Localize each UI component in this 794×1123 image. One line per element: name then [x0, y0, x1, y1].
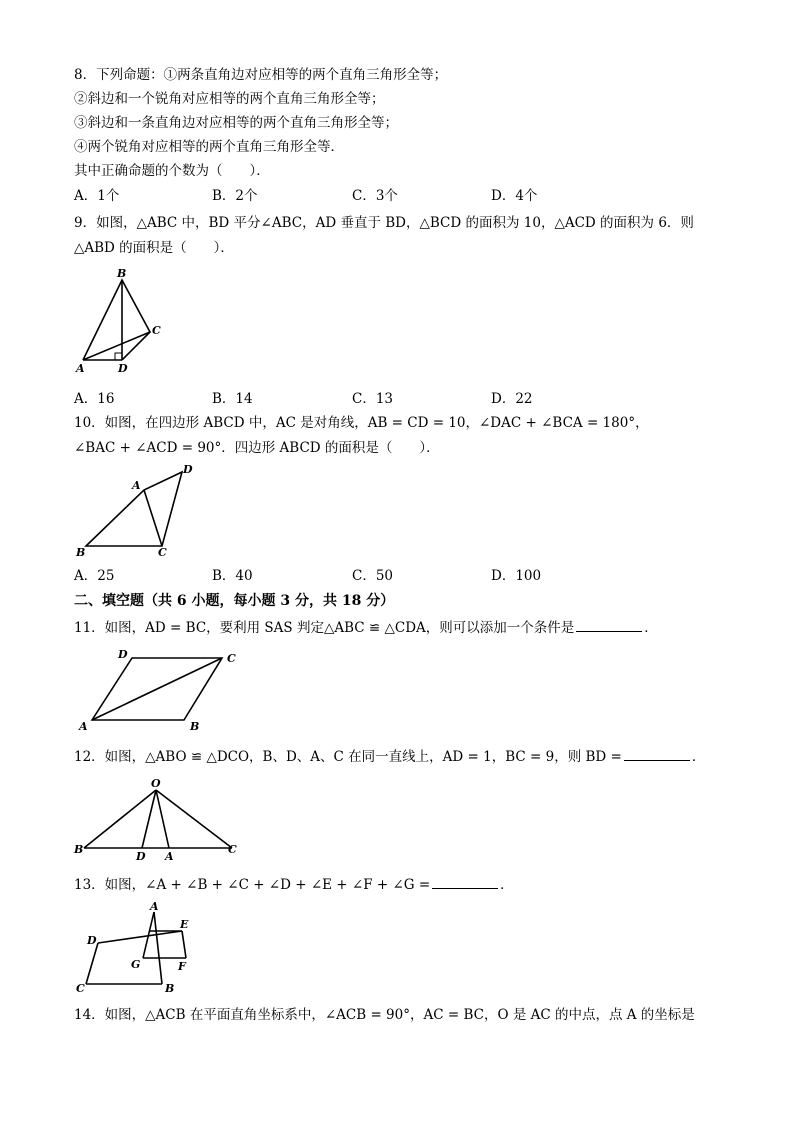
- section-fill-blank-heading: 二、填空题（共 6 小题，每小题 3 分，共 18 分）: [74, 593, 395, 609]
- q9-label-d: D: [118, 362, 128, 375]
- q11-label-b: B: [190, 720, 200, 733]
- q13-segment-ab: [154, 912, 162, 984]
- q11-text: 11．如图，AD = BC，要利用 SAS 判定△ABC ≌ △CDA，则可以添加一个条件是: [74, 620, 575, 636]
- q8-stem-line4: ④两个锐角对应相等的两个直角三角形全等．: [74, 139, 344, 155]
- q9-right-angle-mark: [115, 353, 122, 360]
- q10-option-c: C．50: [352, 568, 394, 584]
- q12-label-b: B: [74, 843, 84, 856]
- q13-label-d: D: [87, 934, 97, 947]
- q9-figure: [74, 264, 174, 376]
- q12-segment-ob: [84, 790, 156, 848]
- q11-end: ．: [644, 620, 658, 636]
- q8-stem-line3: ③斜边和一条直角边对应相等的两个直角三角形全等；: [74, 115, 398, 131]
- q10-label-a: A: [132, 479, 141, 492]
- q13-segment-cd: [86, 943, 98, 984]
- q13-label-g: G: [131, 958, 141, 971]
- q8-option-c: C．3个: [352, 188, 398, 204]
- q12-answer-blank[interactable]: [624, 748, 690, 761]
- q10-stem-line1: 10．如图，在四边形 ABCD 中，AC 是对角线，AB = CD = 10，∠DAC + ∠BCA = 180°，: [74, 415, 649, 431]
- q10-diagonal-ac: [144, 490, 162, 546]
- q9-option-b: B．14: [212, 391, 253, 407]
- q13-figure: [74, 900, 204, 996]
- q13-segment-de: [98, 931, 182, 943]
- q13-label-b: B: [165, 982, 175, 995]
- q13-text: 13．如图，∠A + ∠B + ∠C + ∠D + ∠E + ∠F + ∠G =: [74, 877, 431, 893]
- q12-label-o: O: [151, 777, 161, 790]
- q12-end: ．: [691, 749, 706, 765]
- q9-label-c: C: [152, 324, 161, 337]
- q10-label-b: B: [76, 546, 86, 559]
- q10-label-d: D: [183, 463, 193, 476]
- q12-text: 12．如图，△ABO ≌ △DCO，B、D、A、C 在同一直线上，AD = 1，BC = 9，则 BD =: [74, 749, 622, 765]
- q8-stem-line1: 8．下列命题：①两条直角边对应相等的两个直角三角形全等；: [74, 67, 448, 83]
- q9-outer-triangle: [83, 280, 150, 360]
- q9-stem-line1: 9．如图，△ABC 中，BD 平分∠ABC，AD 垂直于 BD，△BCD 的面积为 10，△ACD 的面积为 6．则: [74, 215, 694, 231]
- q12-stem: [74, 748, 705, 766]
- q8-stem-line2: ②斜边和一个锐角对应相等的两个直角三角形全等；: [74, 91, 385, 107]
- q9-label-b: B: [117, 267, 127, 280]
- q11-stem: [74, 619, 658, 637]
- q11-label-d: D: [118, 648, 128, 661]
- q10-option-d: D．100: [491, 568, 542, 584]
- q11-answer-blank[interactable]: [576, 619, 642, 632]
- q13-answer-blank[interactable]: [432, 876, 498, 889]
- q10-stem-line2: ∠BAC + ∠ACD = 90°．四边形 ABCD 的面积是（ ）．: [74, 440, 440, 456]
- q11-figure: [74, 644, 234, 736]
- q10-figure: [74, 462, 204, 558]
- q13-label-f: F: [178, 960, 186, 973]
- q12-label-a: A: [165, 850, 174, 863]
- q13-segment-ef: [182, 931, 186, 958]
- q13-label-e: E: [180, 918, 189, 931]
- q10-option-a: A．25: [74, 568, 115, 584]
- q10-option-b: B．40: [212, 568, 253, 584]
- q9-option-c: C．13: [352, 391, 394, 407]
- q13-label-a: A: [150, 900, 159, 913]
- q14-stem: 14．如图，△ACB 在平面直角坐标系中，∠ACB = 90°，AC = BC，O 是 AC 的中点，点 A 的坐标是: [74, 1007, 695, 1023]
- q9-option-d: D．22: [491, 391, 533, 407]
- q8-option-b: B．2个: [212, 188, 258, 204]
- q11-label-a: A: [79, 720, 88, 733]
- q10-label-c: C: [158, 546, 167, 559]
- q9-stem-line2: △ABD 的面积是（ ）．: [74, 240, 234, 256]
- q13-end: ．: [500, 877, 514, 893]
- q12-label-d: D: [136, 850, 146, 863]
- q8-option-d: D．4个: [491, 188, 538, 204]
- q11-label-c: C: [227, 652, 236, 665]
- q9-option-a: A．16: [74, 391, 115, 407]
- q9-segment-dc: [122, 332, 150, 360]
- q8-stem-line5: 其中正确命题的个数为（ ）．: [74, 163, 270, 179]
- q8-option-a: A．1个: [74, 188, 120, 204]
- q12-figure: [74, 774, 244, 864]
- q13-stem: [74, 876, 514, 894]
- q9-label-a: A: [76, 362, 85, 375]
- q12-label-c: C: [228, 843, 237, 856]
- q13-label-c: C: [76, 982, 85, 995]
